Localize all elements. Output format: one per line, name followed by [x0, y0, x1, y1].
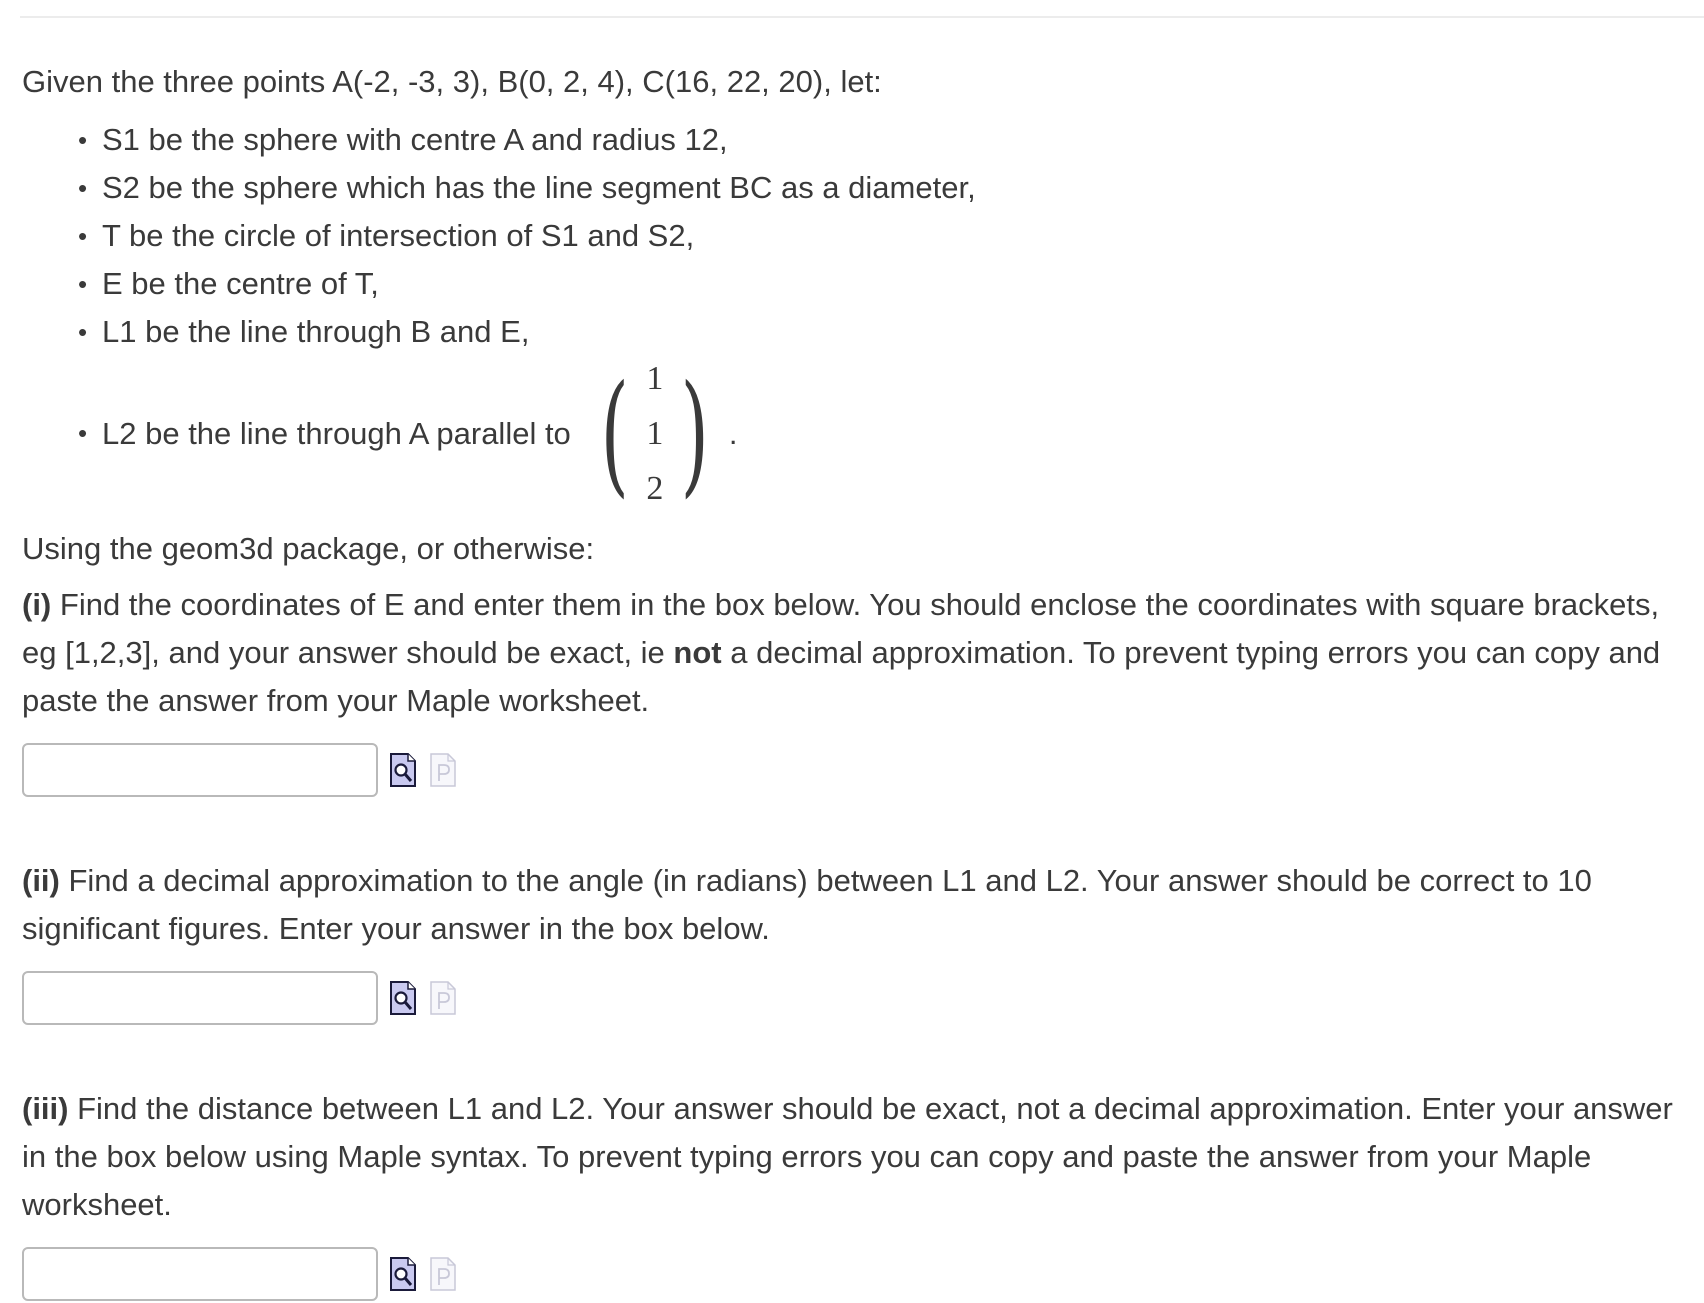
- answer-row-ii: [22, 969, 1682, 1027]
- plain-text-p-icon[interactable]: [430, 1257, 456, 1291]
- vector-trailing-period: .: [728, 415, 738, 451]
- using-text: Using the geom3d package, or otherwise:: [22, 531, 595, 566]
- definition-item-l2: [78, 356, 1682, 511]
- plain-text-p-icon[interactable]: [430, 753, 456, 787]
- vector-component: 2: [646, 470, 664, 507]
- l2-definition-text: • L2 be the line through A parallel to: [102, 415, 571, 451]
- vector-component: 1: [646, 415, 664, 452]
- definition-item: • S2 be the sphere which has the line segment BC as a diameter,: [78, 164, 1682, 212]
- definition-item: • T be the circle of intersection of S1 and S2,: [78, 212, 1682, 260]
- top-divider: [20, 16, 1704, 18]
- preview-magnifier-icon[interactable]: [390, 753, 416, 787]
- direction-vector: [589, 356, 721, 511]
- question-iii-text: [22, 1085, 1682, 1229]
- answer-row-iii: [22, 1245, 1682, 1303]
- definition-item: • E be the centre of T,: [78, 260, 1682, 308]
- question-label: (ii): [22, 863, 60, 898]
- answer-input-i[interactable]: [22, 743, 378, 797]
- question-text-part: Find the coordinates of E and enter them in the box below. You should enclose the coordinates with square brackets, eg [1,2,3], and your answer should be exact, ie: [22, 587, 1660, 670]
- vector-component: 1: [646, 360, 664, 397]
- question-label: (i): [22, 587, 52, 622]
- answer-row-i: [22, 741, 1682, 799]
- preview-magnifier-icon[interactable]: [390, 1257, 416, 1291]
- question-text-part: a decimal approximation. To prevent typing errors you can copy and paste the answer from your Maple worksheet.: [22, 635, 1661, 718]
- left-parenthesis: (: [600, 356, 629, 511]
- intro-text: Given the three points A(-2, -3, 3), B(0, 2, 4), C(16, 22, 20), let:: [22, 64, 882, 99]
- definitions-list: [22, 116, 1682, 511]
- question-text-part: Find a decimal approximation to the angle (in radians) between L1 and L2. Your answer should be correct to 10 significant figures. Enter your answer in the box below.: [22, 863, 1592, 946]
- preview-magnifier-icon[interactable]: [390, 981, 416, 1015]
- question-text-part: Find the distance between L1 and L2. Your answer should be exact, not a decimal approximation. Enter your answer in the box below using Maple syntax. To prevent typing errors you can copy and paste the answer from your Maple worksheet.: [22, 1091, 1673, 1222]
- vector-components: [646, 351, 663, 516]
- question-i-text: [22, 581, 1682, 725]
- question-bold-word: not: [673, 635, 722, 670]
- question-ii-text: [22, 857, 1682, 953]
- plain-text-p-icon[interactable]: [430, 981, 456, 1015]
- definition-item: • S1 be the sphere with centre A and radius 12,: [78, 116, 1682, 164]
- answer-input-ii[interactable]: [22, 971, 378, 1025]
- right-parenthesis: ): [680, 356, 710, 511]
- definition-item: • L1 be the line through B and E,: [78, 308, 1682, 356]
- answer-input-iii[interactable]: [22, 1247, 378, 1301]
- question-label: (iii): [22, 1091, 69, 1126]
- question-content: [22, 58, 1682, 1303]
